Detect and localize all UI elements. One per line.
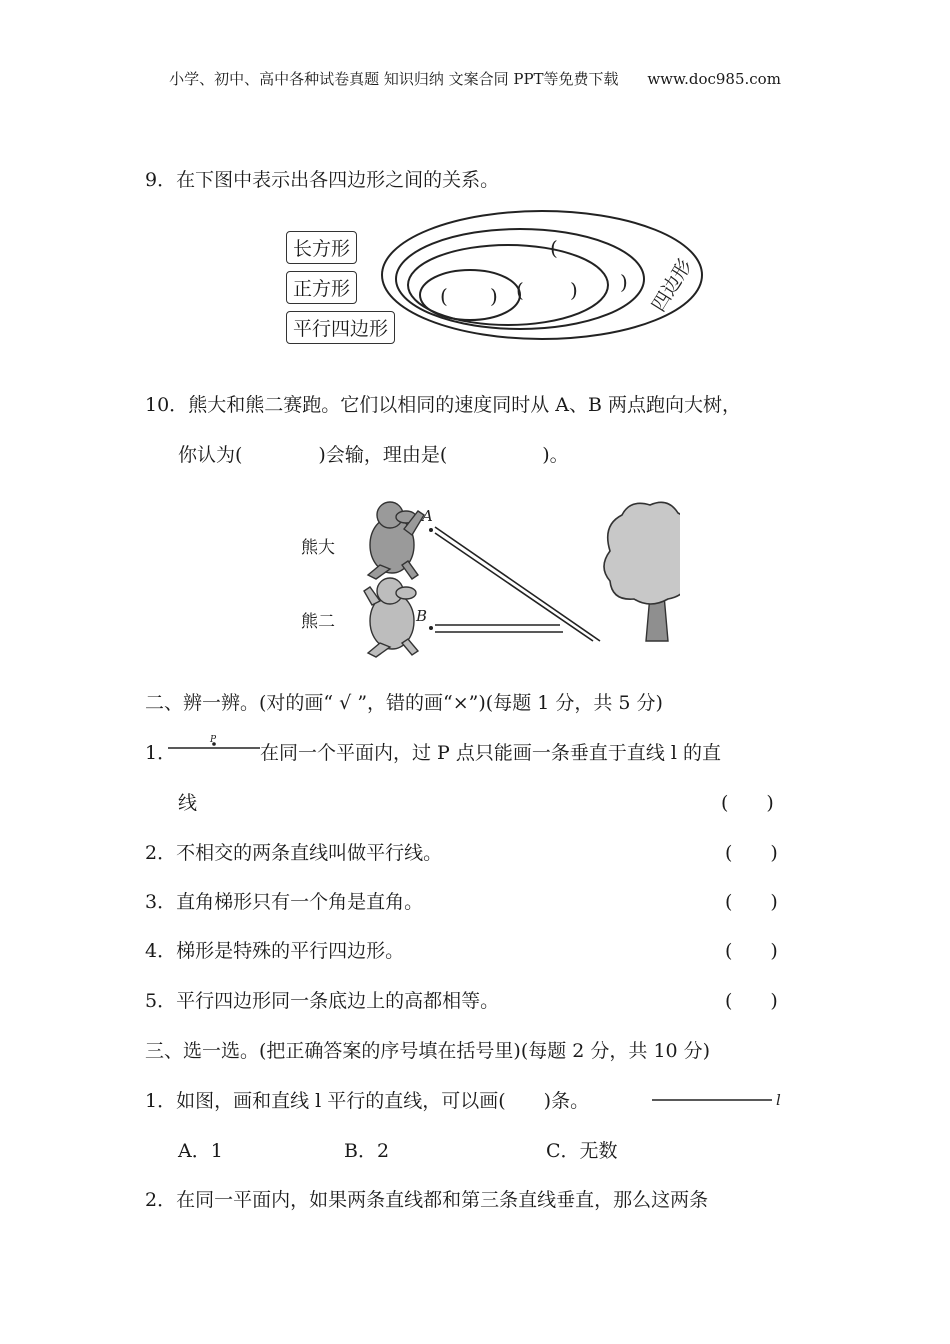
point-a-label: A: [422, 507, 433, 525]
svg-text:(: (: [440, 284, 448, 308]
venn-ellipse-3: [408, 245, 608, 325]
q10-line1: [145, 390, 741, 417]
bear2-label: 熊二: [301, 612, 335, 632]
s2-item-1-line-figure: [166, 735, 262, 757]
s3-q1-option-c[interactable]: C．无数: [546, 1140, 618, 1162]
q9-venn-diagram: [380, 205, 720, 345]
s2-item-2: [145, 838, 442, 865]
tree-icon: [604, 502, 680, 641]
s2-item-3: [145, 887, 423, 914]
s3-q1-option-b[interactable]: B．2: [344, 1140, 390, 1162]
bear2-icon: [364, 578, 418, 657]
q10-line2: 你认为( )会输，理由是( )。: [178, 444, 569, 466]
s3-q1-num: 1．: [145, 1090, 177, 1112]
s2-item-4-answer-paren[interactable]: ( ): [725, 940, 778, 962]
q9-outer-label: 四边形: [647, 255, 697, 316]
s2-item-4-num: 4．: [145, 940, 177, 962]
s3-q1-line-label: l: [776, 1091, 781, 1109]
section2-title: 二、辨一辨。(对的画“ √ ”，错的画“×”)(每题 1 分，共 5 分): [145, 692, 663, 714]
s2-item-5: [145, 986, 499, 1013]
bear1-label: 熊大: [301, 538, 335, 558]
svg-text:): ): [490, 284, 498, 308]
q9-box-square: 正方形: [286, 271, 357, 304]
svg-text:): ): [570, 278, 578, 302]
s2-item-1-num: 1．: [145, 742, 177, 764]
s2-item-1-answer-paren[interactable]: ( ): [721, 792, 774, 814]
s3-q1: [145, 1086, 589, 1113]
q10-text-1: 熊大和熊二赛跑。它们以相同的速度同时从 A、B 两点跑向大树，: [188, 394, 741, 416]
s3-q1-option-a[interactable]: A．1: [178, 1140, 223, 1162]
s2-item-2-num: 2．: [145, 842, 177, 864]
q9-box-parallelogram: 平行四边形: [286, 311, 395, 344]
section3-title: 三、选一选。(把正确答案的序号填在括号里)(每题 2 分，共 10 分): [145, 1040, 711, 1062]
s2-item-1-point-label: P: [210, 735, 217, 745]
s2-item-1-text-cont: 线: [178, 792, 198, 814]
s2-item-3-text: 直角梯形只有一个角是直角。: [176, 891, 424, 913]
s2-item-4: [145, 936, 404, 963]
page-header: [0, 68, 950, 89]
q9-line: [145, 165, 499, 192]
svg-text:(: (: [550, 236, 558, 260]
s2-item-1-text: 在同一个平面内，过 P 点只能画一条垂直于直线 l 的直: [260, 742, 722, 764]
q9-box-rectangle: 长方形: [286, 231, 357, 264]
s2-item-4-text: 梯形是特殊的平行四边形。: [176, 940, 405, 962]
s2-item-5-answer-paren[interactable]: ( ): [725, 990, 778, 1012]
header-left-text: 小学、初中、高中各种试卷真题 知识归纳 文案合同 PPT等免费下载: [169, 70, 619, 88]
bear1-icon: [368, 502, 424, 579]
s3-q1-text: 如图，画和直线 l 平行的直线，可以画( )条。: [176, 1090, 590, 1112]
q10-race-figure: [350, 495, 680, 665]
s3-q2: [145, 1185, 708, 1212]
header-url: www.doc985.com: [647, 70, 781, 88]
s2-item-3-answer-paren[interactable]: ( ): [725, 891, 778, 913]
point-b-label: B: [416, 607, 428, 625]
svg-text:): ): [620, 270, 628, 294]
q10-number: 10．: [145, 394, 189, 416]
s3-q2-num: 2．: [145, 1189, 177, 1211]
s2-item-2-text: 不相交的两条直线叫做平行线。: [176, 842, 443, 864]
s3-q2-text: 在同一平面内，如果两条直线都和第三条直线垂直，那么这两条: [176, 1189, 709, 1211]
s2-item-2-answer-paren[interactable]: ( ): [725, 842, 778, 864]
q9-number: 9．: [145, 169, 177, 191]
q9-text: 在下图中表示出各四边形之间的关系。: [176, 169, 500, 191]
svg-text:(: (: [516, 278, 524, 302]
s2-item-3-num: 3．: [145, 891, 177, 913]
s3-q1-line-figure: [650, 1090, 790, 1114]
s2-item-5-num: 5．: [145, 990, 177, 1012]
s2-item-5-text: 平行四边形同一条底边上的高都相等。: [176, 990, 500, 1012]
venn-inner-ellipse: [420, 270, 520, 320]
